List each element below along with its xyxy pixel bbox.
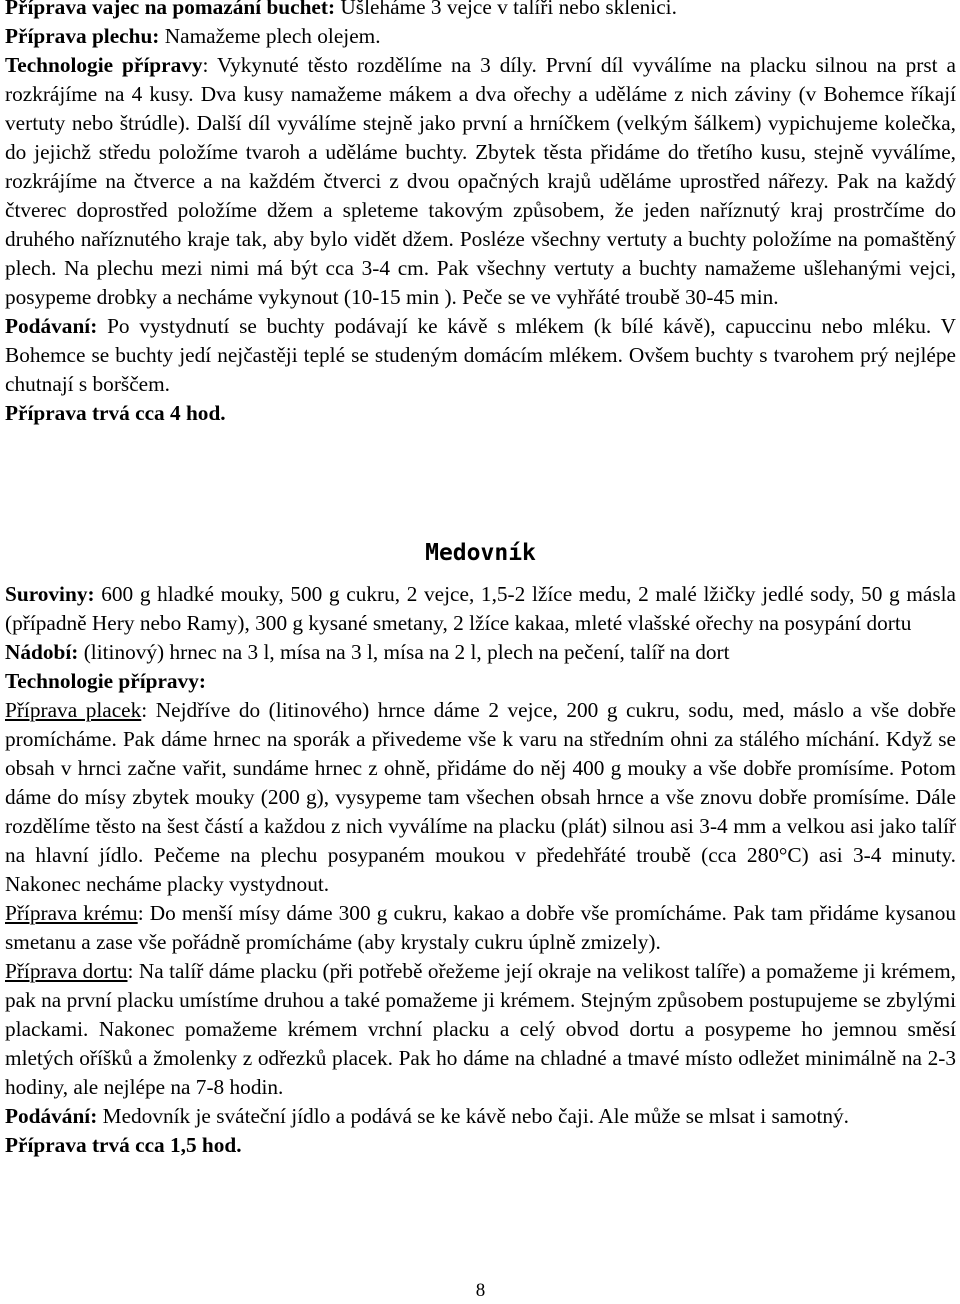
- dort-label: Příprava dortu: [5, 959, 128, 983]
- serving-paragraph-2: [5, 1102, 956, 1131]
- ingredients-text: 600 g hladké mouky, 500 g cukru, 2 vejce, 1,5-2 lžíce medu, 2 malé lžičky jedlé sody, 50 g másla (případně Hery nebo Ramy), 300 g kysané smetany, 2 lžíce kakaa, mleté vlašské ořechy na posypání dortu: [5, 582, 956, 635]
- ingredients-paragraph: [5, 580, 956, 638]
- technology-text: : Vykynuté těsto rozdělíme na 3 díly. První díl vyválíme na placku silnou na prst a rozkrájíme na 4 kusy. Dva kusy namažeme mákem a dva ořechy a uděláme z nich záviny (v Bohemce říkají vertuty nebo štrúdle). Další díl vyválíme stejně jako první a hrníčkem (velkým šálkem) vypichujeme kolečka, do jejichž středu položíme tvaroh a uděláme buchty. Zbytek těsta přidáme do třetího kusu, stejně vyválíme, rozkrájíme na čtverce a na každém čtverci z dvou opačných krajů uděláme uprostřed nářezy. Pak na každý čtverec doprostřed položíme džem a spleteme takovým způsobem, že jeden naříznutý kraj prostrčíme do druhého naříznutého kraje tak, aby bylo vidět džem. Posléze všechny vertuty a buchty položíme na pomaštěný plech. Na plechu mezi nimi má být cca 3-4 cm. Pak všechny vertuty a buchty namažeme ušlehanými vejci, posypeme drobky a necháme vykynout (10-15 min ). Peče se ve vyhřáté troubě 30-45 min.: [5, 53, 956, 309]
- technology-heading: Technologie přípravy:: [5, 669, 206, 693]
- egg-preparation-label: Příprava vajec na pomazání buchet:: [5, 0, 336, 19]
- serving-label-2: Podávání:: [5, 1104, 98, 1128]
- page-number: 8: [475, 1280, 486, 1301]
- dishes-text: (litinový) hrnec na 3 l, mísa na 3 l, mísa na 2 l, plech na pečení, talíř na dort: [78, 640, 730, 664]
- dort-paragraph: [5, 957, 956, 1102]
- recipe-medovnik-section: [5, 580, 956, 1160]
- dort-text: : Na talíř dáme placku (při potřebě ořežeme její okraje na velikost talíře) a pomažeme ji krémem, pak na první placku umístíme druhou a také pomažeme ji krémem. Stejným způsobem postupujeme se zbylými plackami. Nakonec pomažeme krémem vrchní placku a celý obvod dortu a posypeme ho jemnou směsí mletých oříšků a žmolenky z odřezků placek. Pak ho dáme na chladné a tmavé místo odležet minimálně na 2-3 hodiny, ale nejlépe na 7-8 hodin.: [5, 959, 956, 1099]
- dishes-label: Nádobí:: [5, 640, 79, 664]
- dishes-paragraph: [5, 638, 956, 667]
- serving-text-2: Medovník je sváteční jídlo a podává se ke kávě nebo čaji. Ale může se mlsat i samotný.: [97, 1104, 850, 1128]
- recipe-buchty-section: [5, 0, 956, 428]
- tray-preparation-label: Příprava plechu:: [5, 24, 160, 48]
- preparation-time: Příprava trvá cca 4 hod.: [5, 401, 226, 425]
- krem-paragraph: [5, 899, 956, 957]
- krem-text: : Do menší mísy dáme 300 g cukru, kakao a dobře vše promícháme. Pak tam přidáme kysanou smetanu a zase vše pořádně promícháme (aby krystaly cukru úplně zmizely).: [5, 901, 956, 954]
- tray-preparation-paragraph: [5, 22, 956, 51]
- placky-paragraph: [5, 696, 956, 899]
- document-page: [5, 0, 956, 1304]
- placky-label: Příprava placek: [5, 698, 142, 722]
- ingredients-label: Suroviny:: [5, 582, 95, 606]
- recipe-title-medovnik: Medovník: [425, 540, 536, 566]
- serving-text: Po vystydnutí se buchty podávají ke kávě s mlékem (k bílé kávě), capuccinu nebo mléku. V Bohemce se buchty jedí nejčastěji teplé se studeným domácím mlékem. Ovšem buchty s tvarohem prý nejlépe chutnají s borščem.: [5, 314, 956, 396]
- egg-preparation-paragraph: [5, 0, 956, 22]
- technology-label: Technologie přípravy: [5, 53, 203, 77]
- placky-text: : Nejdříve do (litinového) hrnce dáme 2 vejce, 200 g cukru, sodu, med, máslo a vše dobře promícháme. Pak dáme hrnec na sporák a přivedeme vše k varu na středním ohni za stálého míchání. Když se obsah v hrnci začne vařit, sundáme hrnec z ohně, přidáme do něj 400 g mouky a vše dobře promísíme. Potom dáme do mísy zbytek mouky (200 g), vysypeme tam všechen obsah hrnce a vše znovu dobře promísíme. Dále rozdělíme těsto na šest částí a každou z nich vyválíme na placku (plát) silnou asi 3-4 mm a velkou asi jako talíř na hlavní jídlo. Pečeme na plechu posypaném moukou v předehřáté troubě (cca 280°C) asi 3-4 minuty. Nakonec necháme placky vystydnout.: [5, 698, 956, 896]
- serving-label: Podávaní:: [5, 314, 98, 338]
- technology-paragraph: [5, 51, 956, 312]
- preparation-time-2: Příprava trvá cca 1,5 hod.: [5, 1133, 242, 1157]
- serving-paragraph: [5, 312, 956, 399]
- krem-label: Příprava krému: [5, 901, 138, 925]
- egg-preparation-text: Ušleháme 3 vejce v talíři nebo sklenici.: [335, 0, 677, 19]
- tray-preparation-text: Namažeme plech olejem.: [159, 24, 381, 48]
